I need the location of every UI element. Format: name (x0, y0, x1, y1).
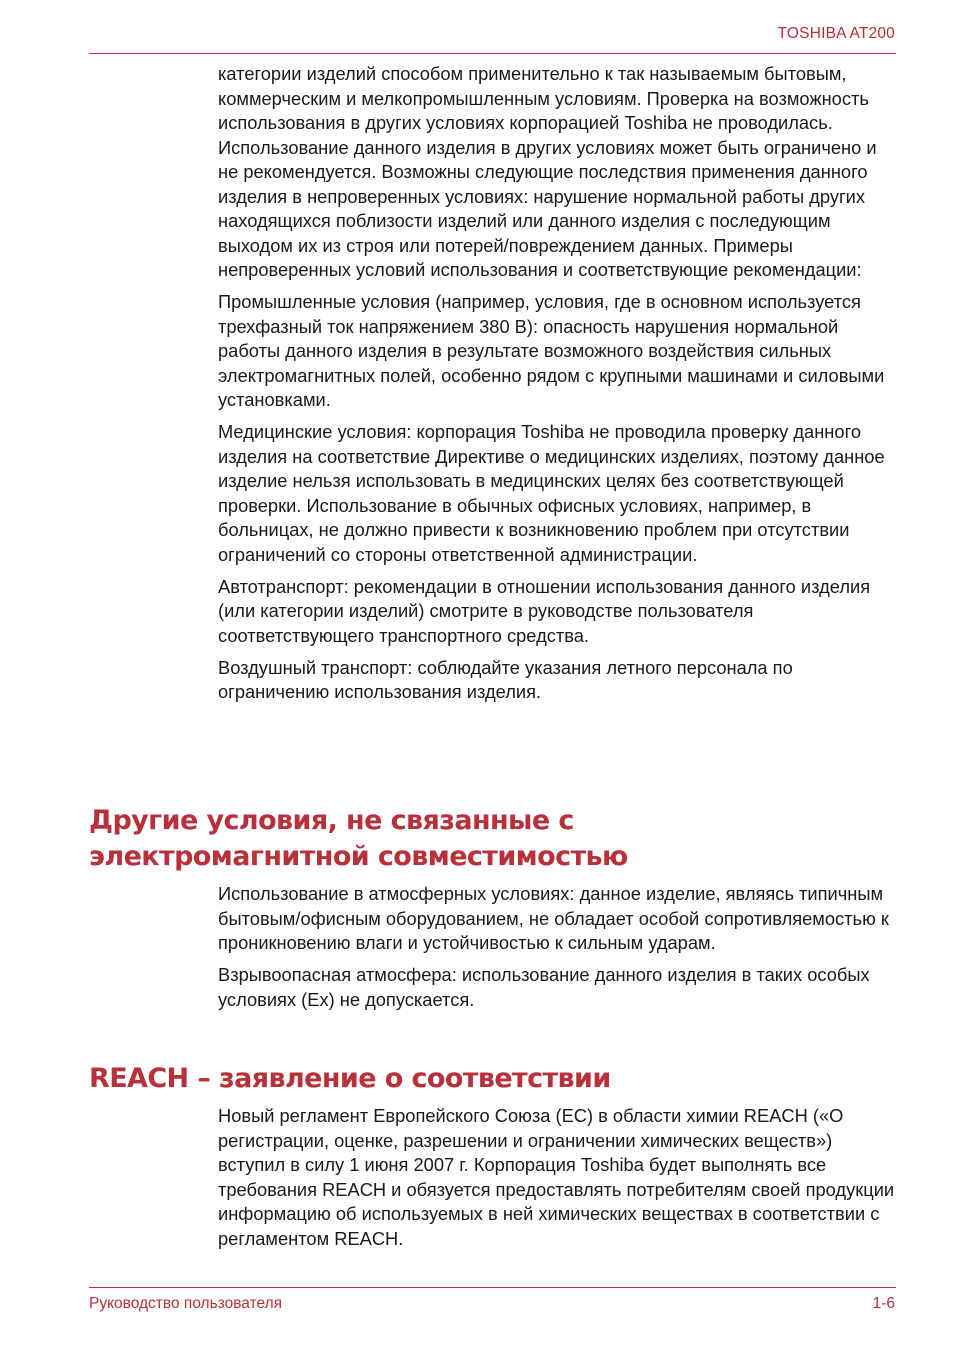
running-header-title: TOSHIBA AT200 (777, 25, 895, 42)
section-heading-line: Другие условия, не связанные с (89, 805, 574, 836)
body-paragraph: Взрывоопасная атмосфера: использование данного изделия в таких особых условиях (Ex) не допускается. (218, 964, 870, 1010)
body-paragraph: Медицинские условия: корпорация Toshiba не проводила проверку данного изделия на соответствие Директиве о медицинских изделиях, поэтому данное изделие нельзя использовать в медицинских целях без соответствующей проверки. Использование в обычных офисных условиях, например, в больницах, не должно привести к возникновению проблем при отсутствии ограничений со стороны ответственной администрации. (218, 421, 885, 565)
section-heading-line: электромагнитной совместимостью (89, 841, 628, 872)
body-paragraph: Новый регламент Европейского Союза (ЕС) в области химии REACH («О регистрации, оценке, разрешении и ограничении химических веществ») вступил в силу 1 июня 2007 г. Корпорация Toshiba будет выполнять все требования REACH и обязуется предоставлять потребителям своей продукции информацию об используемых в ней химических веществах в соответствии с регламентом REACH. (218, 1105, 895, 1249)
body-paragraph: Воздушный транспорт: соблюдайте указания летного персонала по ограничению использования изделия. (218, 656, 793, 702)
other-conditions-text-block (218, 882, 898, 1020)
page-number: 1-6 (872, 1295, 895, 1312)
header-divider (89, 53, 896, 54)
intro-text-block (218, 62, 898, 712)
body-paragraph: Использование в атмосферных условиях: данное изделие, являясь типичным бытовым/офисным оборудованием, не обладает особой сопротивляемостью к проникновению влаги и устойчивостью к сильным ударам. (218, 883, 889, 953)
reach-text-block (218, 1104, 898, 1259)
body-paragraph: Автотранспорт: рекомендации в отношении использования данного изделия (или категории изделий) смотрите в руководстве пользователя соответствующего транспортного средства. (218, 575, 871, 646)
body-paragraph: категории изделий способом применительно к так называемым бытовым, коммерческим и мелкопромышленным условиям. Проверка на возможность использования в других условиях корпорацией Toshiba не проводилась. Использование данного изделия в других условиях может быть ограничено и не рекомендуется. Возможны следующие последствия применения данного изделия в непроверенных условиях: нарушение нормальной работы других находящихся поблизости изделий или данного изделия с последующим выходом их из строя или потерей/повреждением данных. Примеры непроверенных условий использования и соответствующие рекомендации: (218, 63, 877, 280)
section-heading-reach: REACH – заявление о соответствии (89, 1063, 611, 1094)
section-heading-other-conditions (89, 803, 889, 875)
footer-manual-title: Руководство пользователя (89, 1295, 283, 1312)
footer-divider (89, 1287, 896, 1288)
body-paragraph: Промышленные условия (например, условия, где в основном используется трехфазный ток напряжением 380 В): опасность нарушения нормальной работы данного изделия в результате возможного воздействия сильных электромагнитных полей, особенно рядом с крупными машинами и силовыми установками. (218, 291, 885, 410)
